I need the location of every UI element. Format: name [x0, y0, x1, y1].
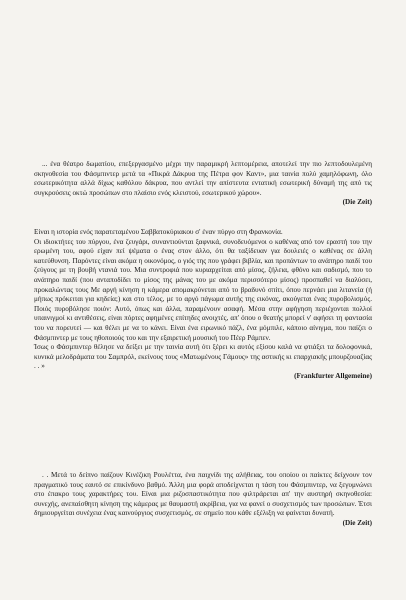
quote-source: (Die Zeit) [342, 518, 372, 527]
quote-text: . . Μετά το δείπνο παίζουν Κινέζικη Ρουλέττα, ένα παιχνίδι της αλήθειας, του οποίου οι παίκτες δείχνουν τον πραγματικό τους εαυτό σε επικίνδυνο βαθμό. Άλλη μια φορά αποδείχνεται η τάση του Φάσμπιντερ, να ξεγυμνώνει στο έπακρο τους χαρακτήρες του. Είναι μια ριζοσπαστικότητα που φιλτράρεται απ' την αυστηρή σκηνοθεσία: συνεχής, ανεπαίσθητη κίνηση της κάμερας με θαυμαστή ακρίβεια, για να φανεί ο συσχετισμός των προσώπων. Έτσι δημιουργείται συνέχεια ένας καινούργιος συσχετισμός, σε σημείο που κάθε εξέλιξη να φαίνεται δυνατή. [34, 471, 372, 518]
quote-die-zeit-2 [34, 471, 372, 529]
quote-paragraph: Οι ιδιοκτήτες του πύργου, ένα ζευγάρι, συναντιούνται ξαφνικά, συνοδευόμενοι ο καθένας από τον εραστή του την ερωμένη του, αφού είχαν πεί ψέματα ο ένας στον άλλο, ότι θα ταξίδευαν για δουλειές ο καθένας σε άλλη κατεύθυνση. Παρόντες είναι ακόμα η οικονόμος, ο γιός της που γράφει βιβλία, και προπάντων το ανάπηρο παιδί του ζεύγους με τη βουβή ντανιά του. Μια συντροφιά που κυριαρχείται από μίσος, ζήλεια, φθόνο και σαδισμό, που το ανάπηρο παιδί (που ανταποδίδει το μίσος της μάνας του με ακόμα περισσότερο μίσος) προσπαθεί να διαλύσει, προκαλώντας τους Με αργή κίνηση η κάμερα απομακρύνεται από το βραδυνό σπίτι, όπου περνάει μια λιτανεία (ή μήπως πρόκειται για κηδεία;) και στο τέλος, με το αργό πάγωμα αυτής της εικόνας, ακούγεται ένας πυροβολισμός. Ποιός πυροβόλησε ποιόν: Αυτό, όπως και άλλα, παραμένουν ασαφή. Μέσα στην αφήγηση περιέχονται πολλοί υπαινιγμοί κι αντιθέσεις, είναι πόρτες αφημένες επίτηδες ανοιχτές, απ' όπου ο θεατής μπορεί ν' αφήσει τη φαντασία του να πορευτεί — και θέλει με να το κάνει. Είναι ένα ειρωνικό πάζλ, ένα μόμπιλε, κάποιο αίνιγμα, που παίζει ο Φάσμπιντερ με τους ηθοποιούς του και την εξαιρετική μουσική του Πέερ Ράμπεν. [34, 237, 372, 342]
quote-paragraph: Ίσως ο Φάσμπιντερ θέλησε να δείξει με την ταινία αυτή ότι ξέρει κι αυτός εξίσου καλά να φτιάξει τα δολοφονικά, κυνικά μελοδράματα του Σαμπρόλ, εκείνους τους «Ματωμένους Γάμους» της αστικής κι επαρχιακής μπουρζουαζίας . . » [34, 343, 372, 371]
quote-source: (Frankfurter Allgemeine) [294, 371, 372, 380]
quote-paragraph: Είναι η ιστορία ενός παρατεταμένου Σαββατοκύριακου σ' έναν πύργο στη Φρανκονία. [34, 228, 283, 236]
quote-text: ... ένα θέατρο δωματίου, επεξεργασμένο μέχρι την παραμικρή λεπτομέρεια, αποτελεί την πιο λεπτοδουλεμένη σκηνοθεσία του Φάσμπιντερ μετά τα «Πικρά Δάκρυα της Πέτρα φον Καντ», μια ταινία πολύ χαμηλόφωνη, όλο εσωτερικότητα αλλά δίχως καθόλου δάκρυα, που αντλεί την απίστευτα εντατική εσωτερική δύναμή της από τις συγκρούσεις οκτώ προσώπων στο πλαίσιο ενός κλειστού, εσωτερικού χώρου». [34, 160, 372, 197]
quote-frankfurter-allgemeine [34, 228, 372, 382]
quote-source: (Die Zeit) [342, 198, 372, 207]
quote-die-zeit-1 [34, 160, 372, 208]
